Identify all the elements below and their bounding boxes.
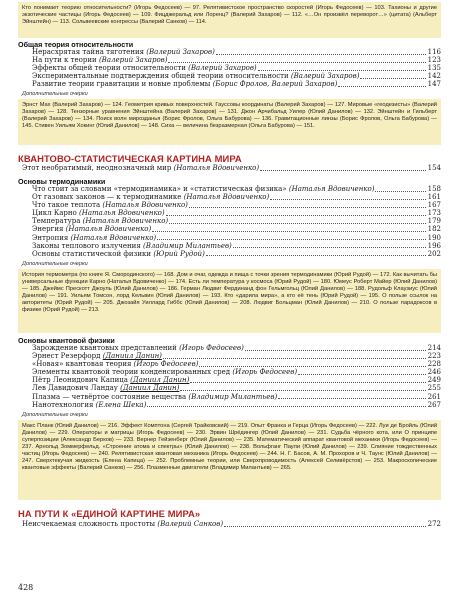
extra-essays-box: Макс Планк (Юлий Данилов) — 216. Эффект Комптона (Сергей Трайковский) — 219. Опыт Франка и Герца (Игорь Федосеев) — 222. Луи де Бройль (Юлий Данилов) — 229. Операторы и матрицы (Игорь Федосеев) — 230. Эрвин Шрёдингер (Юлий Данилов) — 231. Судьба чёрного кота, или О принципе суперпозиции (Александр Берков) — 233. Вернер Гейзенберг (Юлий Данилов) — 235. Математический аппарат квантовой механики (Игорь Федосеев) — 237. Арнольд Зоммерфельд. «Строение атома и спектры» (Юлий Данилов) — 238. Вольфганг Паули (Юлий Данилов) — 239. Слияние тождественных частиц (Игорь Федосеев) — 240. Релятивистская квантовая механика (Игорь Федосеев) — 244. Н. Г. Басов, А. М. Прохоров и Ч. Таунс (Юлий Данилов) — 247. Сверхтекучая жидкость (Елена Капица) — 252. Проблемные теории, или Сверхпроводимость (Алексей Селивёрстов) — 253. Макроскопические квантовые эффекты (Валерий Санков) — 256. Плазменные двигатели (Владимир Милантьев) — 265. (18, 420, 441, 500)
toc-entry[interactable]: Экспериментальные подтверждения общей теории относительности (Валерий Захаров) 142 (32, 72, 441, 81)
toc-list (32, 48, 441, 88)
toc-entry[interactable]: Энергия (Наталья Вдовиченко) 182 (32, 225, 441, 234)
toc-entry[interactable]: Нанотехнология (Елена Шека) 267 (32, 400, 441, 409)
toc-entry[interactable]: Неисчекаемая сложность простоты (Валерий Санков) 272 (22, 520, 441, 528)
toc-entry[interactable]: Нерасхрятая тайна тяготения (Валерий Захаров) 116 (32, 48, 441, 56)
extra-essays-label: Дополнительные очерки (22, 261, 88, 267)
toc-list (22, 164, 441, 172)
chapter-heading: НА ПУТИ К «ЕДИНОЙ КАРТИНЕ МИРА» (18, 508, 201, 519)
page-number: 428 (18, 583, 34, 592)
toc-entry[interactable]: Пётр Леонидович Капица (Даниил Данин) 249 (32, 376, 441, 385)
toc-entry[interactable]: Энтропия (Наталья Вдовиченко) 190 (32, 233, 441, 242)
toc-list (32, 185, 441, 258)
extra-essays-box: Эрнст Мах (Валерий Захаров) — 124. Геометрия кривых поверхностей. Гауссовы координаты (Валерий Захаров) — 127. Мировые «геодезисты» (Валерий Захаров) — 128. Тензорные уравнения Эйнштейна (Валерий Захаров) — 131. Джон Арчибальд Уилер (Юлий Данилов) — 132. Эйнштейн и Гильберт (Валерий Захаров) — 134. Поиск волн мирозданья (Борис Фролов, Ольга Бабурова) — 136. Гравитационные линзы (Борис Фролов, Ольга Бабурова) — 145. Стивен Уильям Хокинг (Юлий Данилов) — 148. Сиха — величина безразмерная (Ольга Бабурова) — 151. (18, 99, 441, 145)
toc-entry[interactable]: Цикл Карно (Наталья Вдовиченко) 173 (32, 209, 441, 218)
toc-entry[interactable]: Температура (Наталья Вдовиченко) 179 (32, 217, 441, 226)
toc-entry[interactable]: Основы статистической физики (Юрий Рудой) 202 (32, 249, 441, 258)
toc-entry[interactable]: Лев Давидович Ландау (Даниил Данин) 255 (32, 384, 441, 393)
toc-entry[interactable]: От газовых законов — к термодинамике (Наталья Вдовиченко) 161 (32, 193, 441, 202)
toc-entry[interactable]: Этот необратимый, неоднозначный мир (Наталья Вдовиченко) 154 (22, 164, 441, 172)
toc-entry[interactable]: Развитие теории гравитации и новые проблемы (Борис Фролов, Валерий Захаров) 147 (32, 80, 441, 89)
extra-essays-box: История термометра (по книге Я. Смородинского) — 168. Дом и очаг, одежда и пища с точки зрения термодинамики (Юрий Рудой) — 172. Как вычитать бы универсальные функции Карно (Наталья Вдовиченко) — 174. Есть ли температура у космоса (Юрий Рудой) — 180. Юмеус Роберт Майер (Юлий Данилов) — 185. Джеймс Прескотт Джоуль (Юлий Данилов) — 186. Герман Людвиг Фердинанд фон Гельмгольц (Юлий Данилов) — 188. Рудольф Клаузиус (Юлий Данилов) — 191. Уильям Томсон, лорд Кельвин (Юлий Данилов) — 193. Кто «дарила мира», а кто её тень (Юрий Рудой) — 195. О пользе ссылок на авторитеты (Юрий Рудой) — 205. Джозайя Уиллард Гиббс (Юлий Данилов) — 208. Людвиг Больцман (Юлий Данилов) — 210. О пользе парадоксов в физике (Юрий Рудой) — 213. (18, 269, 441, 333)
chapter-heading: КВАНТОВО-СТАТИСТИЧЕСКАЯ КАРТИНА МИРА (18, 153, 242, 164)
toc-list (22, 520, 441, 528)
extra-essays-box: Кто понимает теорию относительности? (Игорь Федосеев) — 97. Релятивистское пространство скоростей (Игорь Федосеев) — 103. Тахионы и другие экзотические частицы (Игорь Федосеев) — 109. Фицджеральд или Лоренц? (Валерий Захаров) — 112. «…Он произвёл переворот…» (цитата) (Альберт Эйнштейн) — 113. Сольвеевские конгрессы (Валерий Санков) — 114. (18, 2, 441, 38)
toc-entry[interactable]: Что такое теплота (Наталья Вдовиченко) 167 (32, 201, 441, 210)
extra-essays-label: Дополнительные очерки (22, 91, 88, 97)
toc-list (32, 344, 441, 409)
toc-entry[interactable]: Эрнест Резерфорд (Даниил Данин) 223 (32, 352, 441, 361)
toc-entry[interactable]: Зарождение квантовых представлений (Игорь Федосеев) 214 (32, 344, 441, 352)
section-heading: Общая теория относительности (18, 40, 134, 49)
section-heading: Основы квантовой физики (18, 336, 115, 345)
toc-entry[interactable]: Законы теплового излучения (Владимир Милантьев) 196 (32, 241, 441, 250)
toc-entry[interactable]: Что стоит за словами «термодинамика» и «статистическая физика» (Наталья Вдовиченко) 158 (32, 185, 441, 193)
toc-entry[interactable]: «Новая» квантовая теория (Игорь Федосеев) 228 (32, 360, 441, 369)
toc-entry[interactable]: На пути к теории (Валерий Захаров) 123 (32, 56, 441, 65)
toc-entry[interactable]: Эффекты общей теории относительности (Валерий Захаров) 135 (32, 64, 441, 73)
toc-entry[interactable]: Плазма — четвёртое состояние вещества (Владимир Милантьев) 261 (32, 392, 441, 401)
extra-essays-label: Дополнительные очерки (22, 412, 88, 418)
toc-entry[interactable]: Элементы квантовой теории конденсированных сред (Игорь Федосеев) 246 (32, 368, 441, 377)
section-heading: Основы термодинамики (18, 177, 106, 186)
